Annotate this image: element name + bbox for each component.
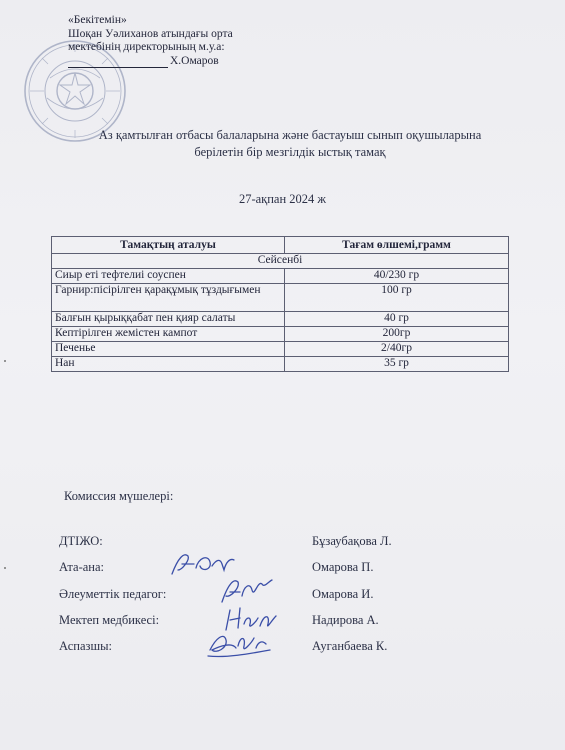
cook-signature	[204, 628, 274, 662]
approval-director: Х.Омаров	[170, 54, 219, 67]
table-row	[52, 357, 509, 372]
dish-amount: 100 гр	[285, 284, 509, 312]
member-name: Надирова А.	[312, 613, 379, 627]
dish-name: Нан	[52, 357, 285, 372]
member-name: Омарова И.	[312, 587, 374, 601]
approval-heading: «Бекітемін»	[68, 14, 127, 26]
header-portion-size: Тағам өлшемі,грамм	[285, 237, 509, 254]
dish-name: Кептірілген жемістен кампот	[52, 327, 285, 342]
day-label: Сейсенбі	[52, 254, 509, 269]
menu-table	[51, 236, 509, 372]
dish-name: Гарнир:пісірілген қарақұмық тұздығымен	[52, 284, 285, 312]
dish-name: Печенье	[52, 342, 285, 357]
signature-blank	[68, 57, 168, 68]
document-date: 27-ақпан 2024 ж	[238, 192, 327, 206]
margin-mark	[4, 567, 6, 569]
document-title	[40, 127, 540, 161]
member-role: Ата-ана:	[59, 560, 104, 574]
approval-position: мектебінің директорының м.у.а:	[68, 41, 225, 53]
member-role: Мектеп медбикесі:	[59, 613, 160, 627]
table-row	[52, 312, 509, 327]
table-row	[52, 327, 509, 342]
dish-amount: 200гр	[285, 327, 509, 342]
title-line-1: Аз қамтылған отбасы балаларына және бастауыш сынып оқушыларына	[98, 128, 482, 142]
table-row	[52, 269, 509, 284]
member-name: Бұзаубақова Л.	[312, 534, 392, 548]
nurse-signature	[220, 604, 280, 634]
header-dish-name: Тамақтың аталуы	[52, 237, 285, 254]
table-row	[52, 284, 509, 312]
title-line-2: берілетін бір мезгілдік ыстық тамақ	[194, 145, 386, 159]
dish-amount: 40/230 гр	[285, 269, 509, 284]
table-header-row	[52, 237, 509, 254]
social-pedagogue-signature	[216, 572, 276, 608]
approval-signature-line	[68, 55, 233, 69]
member-name: Омарова П.	[312, 560, 374, 574]
dish-amount: 40 гр	[285, 312, 509, 327]
parent-signature	[168, 548, 238, 580]
dish-name: Сиыр еті тефтелиі соуспен	[52, 269, 285, 284]
member-role: Әлеуметтік педагог:	[59, 587, 167, 601]
commission-title: Комиссия мүшелері:	[64, 489, 174, 503]
member-name: Ауганбаева К.	[312, 639, 388, 653]
approval-block	[68, 14, 233, 68]
margin-mark	[4, 360, 6, 362]
member-role: ДТІЖО:	[59, 534, 103, 548]
approval-school: Шоқан Уәлиханов атындағы орта	[68, 27, 233, 40]
dish-amount: 35 гр	[285, 357, 509, 372]
table-row	[52, 342, 509, 357]
dish-amount: 2/40гр	[285, 342, 509, 357]
dish-name: Балғын қырыққабат пен қияр салаты	[52, 312, 285, 327]
day-row	[52, 254, 509, 269]
member-role: Аспазшы:	[59, 639, 112, 653]
